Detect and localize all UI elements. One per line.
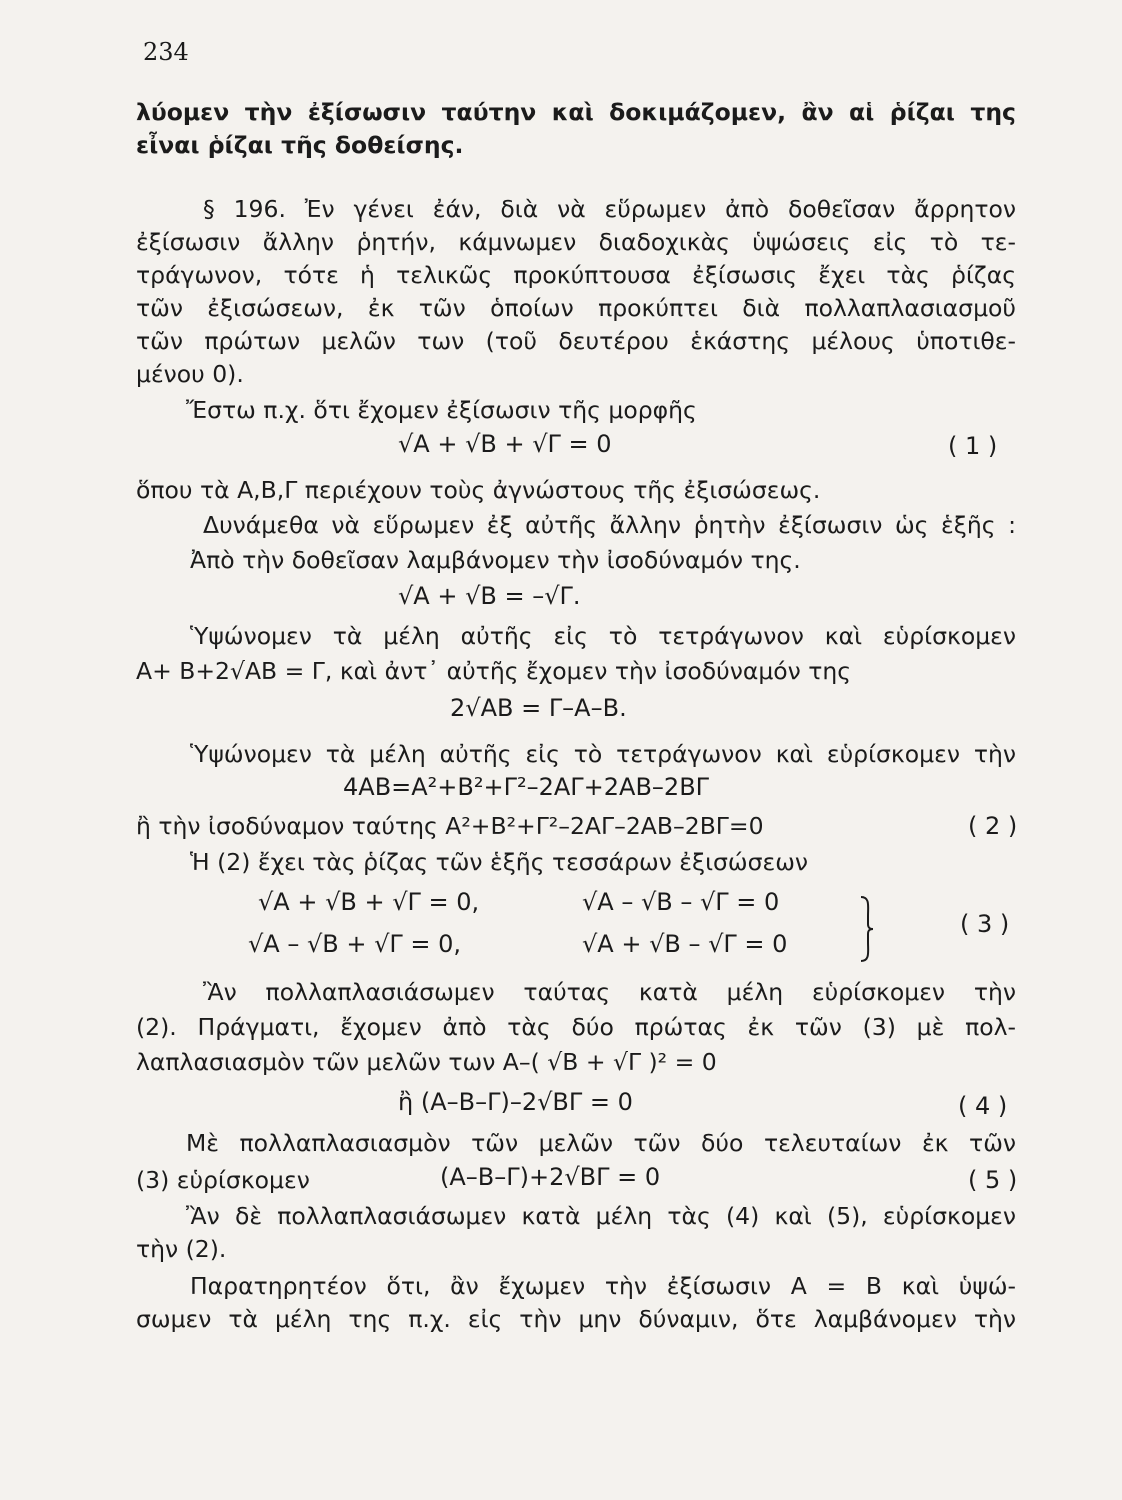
text-line-20: λαπλασιασμὸν τῶν μελῶν των Α–( √Β + √Γ )² = 0: [136, 1048, 717, 1076]
text-line-24: τὴν (2).: [136, 1235, 227, 1263]
text-line-21: Μὲ πολλαπλασιασμὸν τῶν μελῶν τῶν δύο τελευταίων ἐκ τῶν: [186, 1129, 1016, 1157]
text-line-25: Παρατηρητέον ὅτι, ἂν ἔχωμεν τὴν ἐξίσωσιν Α = Β καὶ ὑψώ-: [190, 1272, 1016, 1300]
text-line-14: Α+ Β+2√ΑΒ = Γ, καὶ ἀντ᾽ αὐτῆς ἔχομεν τὴν ἰσοδύναμόν της: [136, 657, 852, 685]
text-line-4: ἐξίσωσιν ἄλλην ῥητήν, κάμνωμεν διαδοχικὰς ὑψώσεις εἰς τὸ τε-: [136, 228, 1016, 256]
text-line-8: μένου 0).: [136, 360, 244, 388]
equation-5-number: ( 5 ): [968, 1166, 1018, 1194]
text-line-11: Δυνάμεθα νὰ εὕρωμεν ἐξ αὐτῆς ἄλλην ῥητὴν ἐξίσωσιν ὡς ἑξῆς :: [203, 511, 1016, 539]
text-line-10: ὅπου τὰ Α,Β,Γ περιέχουν τοὺς ἀγνώστους τῆς ἐξισώσεως.: [136, 476, 821, 504]
text-line-12: Ἀπὸ τὴν δοθεῖσαν λαμβάνομεν τὴν ἰσοδύναμόν της.: [190, 546, 801, 574]
text-line-22: (3) εὑρίσκομεν: [136, 1166, 310, 1194]
text-line-17: Ἡ (2) ἔχει τὰς ῥίζας τῶν ἑξῆς τεσσάρων ἐξισώσεων: [190, 848, 809, 876]
equation-4: 4ΑΒ=Α²+Β²+Γ²–2ΑΓ+2ΑΒ–2ΒΓ: [343, 773, 710, 801]
equation-set-row2-right: √Α + √Β – √Γ = 0: [582, 930, 788, 958]
page-number: 234: [143, 38, 189, 66]
equation-1: √Α + √Β + √Γ = 0: [398, 430, 612, 458]
equation-2: √Α + √Β = –√Γ.: [398, 582, 581, 610]
right-brace: [860, 896, 874, 962]
equation-1-number: ( 1 ): [948, 432, 998, 460]
equation-5: ἢ (Α–Β–Γ)–2√ΒΓ = 0: [398, 1088, 633, 1116]
equation-set-row2-left: √Α – √Β + √Γ = 0,: [248, 930, 462, 958]
text-line-18: Ἂν πολλαπλασιάσωμεν ταύτας κατὰ μέλη εὑρίσκομεν τὴν: [203, 978, 1016, 1006]
text-line-13: Ὑψώνομεν τὰ μέλη αὐτῆς εἰς τὸ τετράγωνον καὶ εὑρίσκομεν: [190, 622, 1016, 650]
text-line-16: ἢ τὴν ἰσοδύναμον ταύτης Α²+Β²+Γ²–2ΑΓ–2ΑΒ–2ΒΓ=0: [136, 812, 764, 840]
equation-3: 2√ΑΒ = Γ–Α–Β.: [450, 694, 627, 722]
text-line-5: τράγωνον, τότε ἡ τελικῶς προκύπτουσα ἐξίσωσις ἔχει τὰς ῥίζας: [136, 261, 1016, 289]
text-line-19: (2). Πράγματι, ἔχομεν ἀπὸ τὰς δύο πρώτας ἐκ τῶν (3) μὲ πολ-: [136, 1013, 1016, 1041]
section-196-heading-line: § 196. Ἐν γένει ἐάν, διὰ νὰ εὕρωμεν ἀπὸ δοθεῖσαν ἄρρητον: [203, 195, 1016, 223]
text-line-6: τῶν ἐξισώσεων, ἐκ τῶν ὁποίων προκύπτει διὰ πολλαπλασιασμοῦ: [136, 294, 1016, 322]
text-line-26: σωμεν τὰ μέλη της π.χ. εἰς τὴν μην δύναμιν, ὅτε λαμβάνομεν τὴν: [136, 1305, 1016, 1333]
equation-2-number: ( 2 ): [968, 812, 1018, 840]
equation-6: (Α–Β–Γ)+2√ΒΓ = 0: [440, 1163, 661, 1191]
text-line-1: λύομεν τὴν ἐξίσωσιν ταύτην καὶ δοκιμάζομεν, ἂν αἱ ῥίζαι της: [136, 98, 1016, 126]
equation-3-number: ( 3 ): [960, 910, 1010, 938]
text-line-2: εἶναι ῥίζαι τῆς δοθείσης.: [136, 131, 464, 159]
equation-set-row1-right: √Α – √Β – √Γ = 0: [582, 888, 780, 916]
text-line-23: Ἂν δὲ πολλαπλασιάσωμεν κατὰ μέλη τὰς (4) καὶ (5), εὑρίσκομεν: [186, 1202, 1016, 1230]
text-line-9: Ἔστω π.χ. ὅτι ἔχομεν ἐξίσωσιν τῆς μορφῆς: [186, 396, 697, 424]
text-line-15: Ὑψώνομεν τὰ μέλη αὐτῆς εἰς τὸ τετράγωνον καὶ εὑρίσκομεν τὴν: [190, 740, 1016, 768]
equation-4-number: ( 4 ): [958, 1092, 1008, 1120]
equation-set-row1-left: √Α + √Β + √Γ = 0,: [258, 888, 480, 916]
text-line-7: τῶν πρώτων μελῶν των (τοῦ δευτέρου ἑκάστης μέλους ὑποτιθε-: [136, 327, 1016, 355]
